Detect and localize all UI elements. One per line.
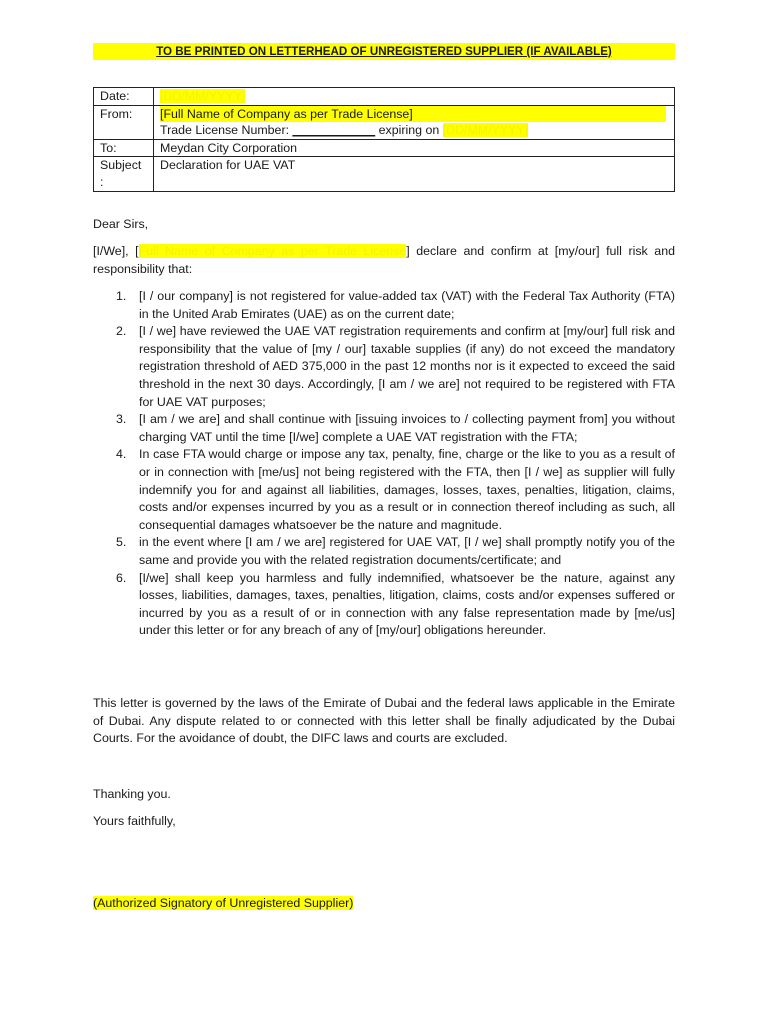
list-item [93,323,675,411]
governing-law-paragraph: This letter is governed by the laws of the Emirate of Dubai and the federal laws applicable in the Emirate of Dubai. Any dispute related to or connected with this letter shall be finally adjudicated by the Dubai Courts. For the avoidance of doubt, the DIFC laws and courts are excluded. [93,696,675,746]
intro-company-placeholder: Full Name of Company as per Trade License [138,244,407,258]
from-company: [Full Name of Company as per Trade License] [160,106,666,123]
list-item-number: 2. [116,324,127,339]
intro-suffix: ] declare and confirm at [my/our] full risk and responsibility that: [93,244,675,276]
closing-line: Yours faithfully, [93,814,176,828]
salutation: Dear Sirs, [93,217,149,231]
list-item [93,570,675,640]
intro-paragraph [93,243,675,278]
list-item [93,411,675,446]
list-item-text: in the event where [I am / we are] registered for UAE VAT, [I / we] shall promptly notify you of the same and provide you with the related registration documents/certificate; and [139,535,675,567]
declaration-list [93,288,675,640]
list-item-number: 1. [116,289,127,303]
subject-value: Declaration for UAE VAT [154,157,675,191]
header-table [93,87,675,192]
list-item [93,288,675,323]
date-cell [154,88,675,106]
trade-license-blank: ____________ [292,123,376,138]
from-label: From: [94,105,154,139]
letterhead-banner: TO BE PRINTED ON LETTERHEAD OF UNREGISTERED SUPPLIER (IF AVAILABLE) [93,43,675,60]
list-item-text: [I / we] have reviewed the UAE VAT registration requirements and confirm at [my/our] full risk and responsibility that the value of [my / our] taxable supplies (if any) do not exceed the mandatory registration threshold of AED 375,000 in the past 12 months nor is it expected to exceed the said threshold in the next 30 days. Accordingly, [I am / we are] not required to be registered with FTA for UAE VAT purposes; [139,324,675,409]
thanks-line: Thanking you. [93,787,171,801]
list-item [93,534,675,569]
list-item-text: [I am / we are] and shall continue with [issuing invoices to / collecting payment from] you without charging VAT until the time [I/we] complete a UAE VAT registration with the FTA; [139,412,675,444]
expiry-value: [DD/MM/YYYY] [442,123,529,138]
list-item-number: 3. [116,412,127,427]
signatory-block [93,895,353,913]
to-label: To: [94,139,154,157]
to-row [94,139,675,157]
intro-prefix: [I/We], [ [93,244,139,258]
signatory-label: (Authorized Signatory of Unregistered Supplier) [93,896,354,910]
date-row [94,88,675,106]
expiring-label: expiring on [378,123,440,138]
date-value: [DD/MM/YYYY] [160,89,246,103]
subject-row [94,157,675,191]
list-item-text: In case FTA would charge or impose any tax, penalty, fine, charge or the like to you as a result of or in connection with [me/us] not being registered with the FTA, then [I / we] as supplier will fully indemnify you for and against all liabilities, damages, losses, taxes, penalties, litigation, claims, costs and/or expenses incurred by you as a result or in connection thereof including as such, all consequential damages whatsoever be the nature and magnitude. [139,447,675,532]
list-item-text: [I/we] shall keep you harmless and fully indemnified, whatsoever be the nature, against any losses, liabilities, damages, taxes, penalties, litigation, claims, costs and/or expenses suffered or incurred by you as a result of or in connection with any false representation made by [me/us] under this letter or for any breach of any of [my/our] obligations hereunder. [139,570,675,638]
list-item [93,446,675,534]
to-value: Meydan City Corporation [154,139,675,157]
list-item-text: [I / our company] is not registered for value-added tax (VAT) with the Federal Tax Authority (FTA) in the United Arab Emirates (UAE) as on the current date; [139,289,675,321]
subject-label: Subject : [94,157,154,191]
from-row [94,105,675,139]
from-cell [154,105,675,139]
list-item-number: 4. [116,447,127,462]
trade-license-label: Trade License Number: [160,123,290,138]
list-item-number: 5. [116,535,127,550]
list-item-number: 6. [116,570,127,585]
date-label: Date: [94,88,154,106]
